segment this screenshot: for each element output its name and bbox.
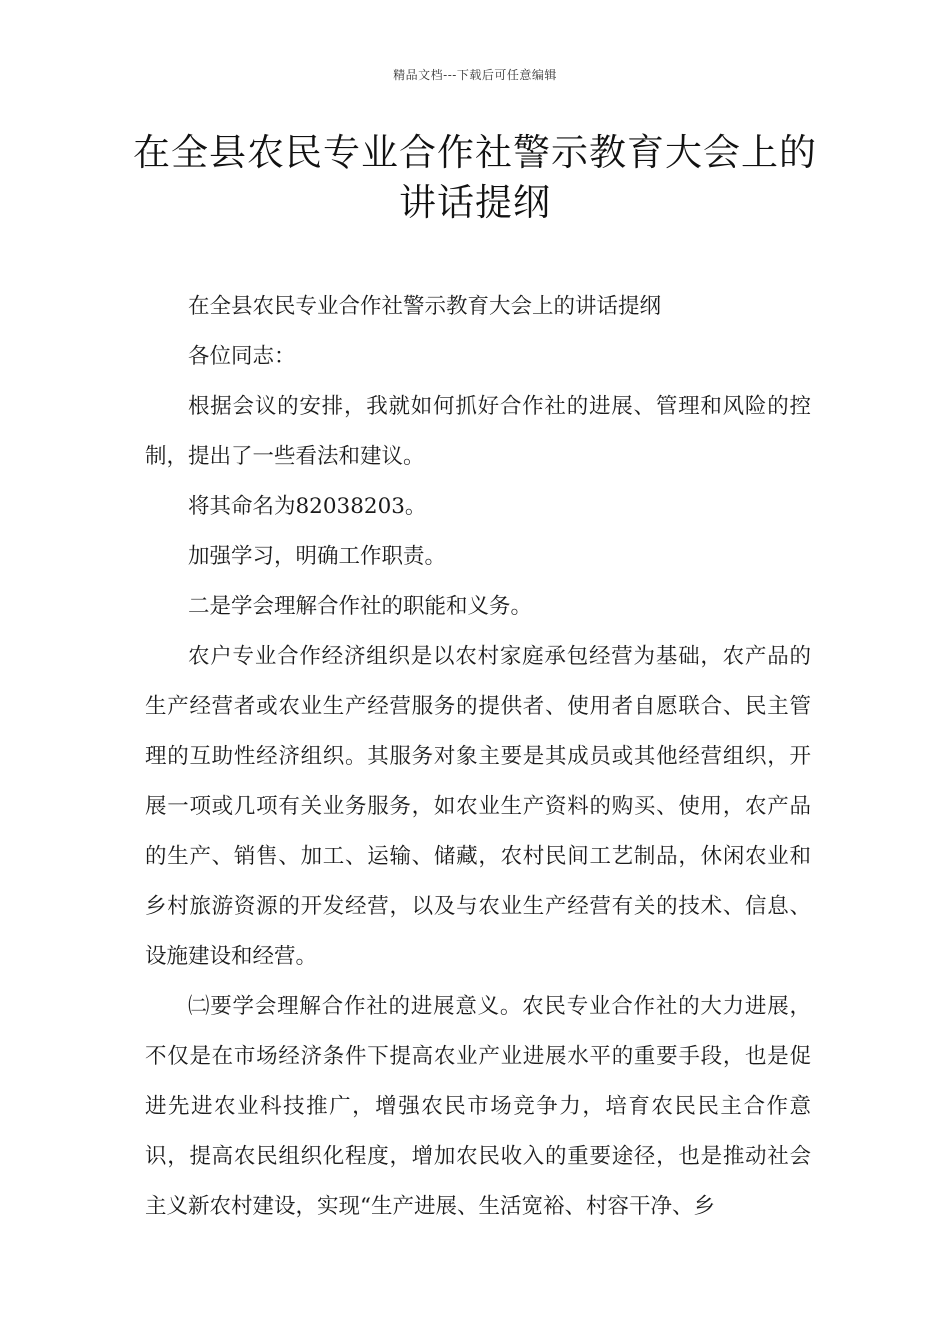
paragraph-cooperative-definition: 农户专业合作经济组织是以农村家庭承包经营为基础，农产品的生产经营者或农业生产经营服务的提供者、使用者自愿联合、民主管理的互助性经济组织。其服务对象主要是其成员或其他经营组织，开展一项或几项有关业务服务，如农业生产资料的购买、使用，农产品的生产、销售、加工、运输、储藏，农村民间工艺制品，休闲农业和乡村旅游资源的开发经营，以及与农业生产经营有关的技术、信息、设施建设和经营。 (145, 644, 811, 969)
document-body (145, 282, 811, 1232)
paragraph-point-two: 二是学会理解合作社的职能和义务。 (188, 594, 533, 619)
paragraph-salutation: 各位同志： (188, 344, 296, 369)
paragraph-naming: 将其命名为82038203。 (188, 494, 427, 519)
document-title: 在全县农民专业合作社警示教育大会上的讲话提纲 (133, 131, 817, 224)
header-note: 精品文档---下载后可任意编辑 (393, 68, 557, 82)
paragraph-intro: 根据会议的安排，我就如何抓好合作社的进展、管理和风险的控制，提出了一些看法和建议。 (145, 394, 811, 469)
paragraph-significance: ㈡要学会理解合作社的进展意义。农民专业合作社的大力进展，不仅是在市场经济条件下提高农业产业进展水平的重要手段，也是促进先进农业科技推广，增强农民市场竞争力，培育农民民主合作意识，提高农民组织化程度，增加农民收入的重要途径，也是推动社会主义新农村建设，实现“生产进展、生活宽裕、村容干净、乡 (145, 994, 811, 1219)
paragraph-study: 加强学习，明确工作职责。 (188, 544, 447, 569)
paragraph-subtitle: 在全县农民专业合作社警示教育大会上的讲话提纲 (188, 294, 662, 319)
